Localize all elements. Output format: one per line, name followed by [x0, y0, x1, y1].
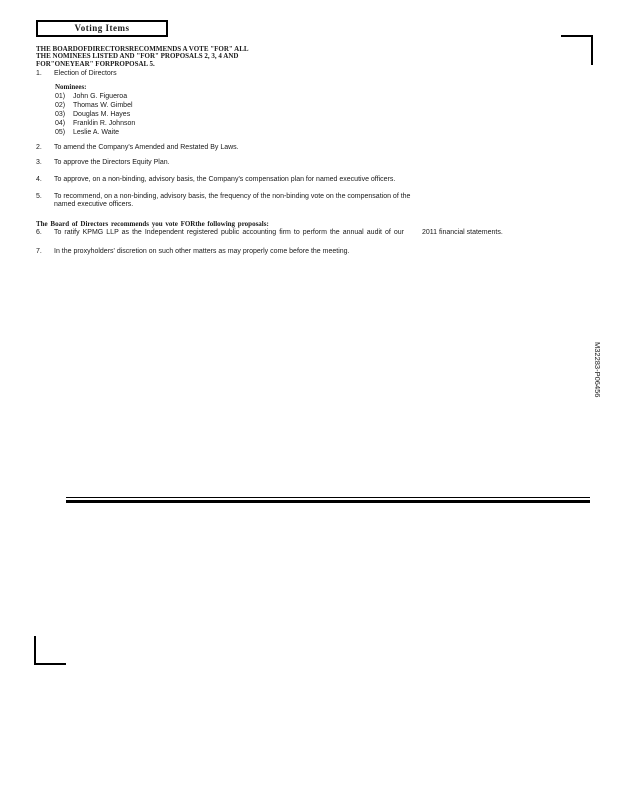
- proposal-text: Election of Directors: [54, 70, 117, 77]
- proposal-text: To recommend, on a non-binding, advisory basis, the frequency of the non-binding vote on the compensation of the named executive officers.: [54, 193, 411, 208]
- divider-thick: [66, 500, 590, 503]
- divider-thin: [66, 497, 590, 498]
- board-recommendation-line: THE BOARDOFDIRECTORSRECOMMENDS A VOTE "FOR" ALL: [36, 45, 249, 53]
- proposal-text: To approve, on a non-binding, advisory basis, the Company's compensation plan for named executive officers.: [54, 176, 396, 183]
- nominee-name: Franklin R. Johnson: [73, 120, 136, 127]
- board-recommendation-2: The Board of Directors recommends you vote FORthe following proposals:: [36, 220, 269, 228]
- nominee-number: 02): [55, 102, 66, 109]
- nominee-number: 04): [55, 120, 66, 127]
- nominee-name: Douglas M. Hayes: [73, 111, 131, 118]
- nominee-number: 05): [55, 129, 66, 136]
- nominees-label: Nominees:: [55, 83, 87, 91]
- proposal-text: To amend the Company's Amended and Restated By Laws.: [54, 144, 239, 151]
- board-recommendation-heading: [36, 46, 276, 68]
- nominee-name: Leslie A. Waite: [73, 129, 120, 136]
- nominee-number: 01): [55, 93, 66, 100]
- nominee-name: John G. Figueroa: [73, 93, 128, 100]
- crop-mark-top-right: [561, 35, 593, 65]
- board-recommendation-line: FOR"ONEYEAR" FORPROPOSAL 5.: [36, 59, 155, 68]
- proposal-number: 5.: [36, 193, 42, 200]
- proposal-text: To ratify KPMG LLP as the Independent registered public accounting firm to perform the annual audit of our: [54, 229, 404, 236]
- proposal-number: 7.: [36, 248, 42, 255]
- proposal-text-tail: 2011 financial statements.: [422, 229, 503, 236]
- nominee-name: Thomas W. Gimbel: [73, 102, 133, 109]
- proposal-number: 6.: [36, 229, 42, 236]
- proposal-number: 3.: [36, 159, 42, 166]
- proposal-number: 2.: [36, 144, 42, 151]
- voting-items-header: Voting Items: [36, 20, 168, 37]
- proposal-number: 4.: [36, 176, 42, 183]
- board-recommendation-line: THE NOMINEES LISTED AND "FOR" PROPOSALS 2, 3, 4 AND: [36, 52, 239, 61]
- crop-mark-bottom-left: [34, 636, 66, 665]
- document-code: M32283-P06456: [593, 342, 602, 398]
- nominee-number: 03): [55, 111, 66, 118]
- proposal-text: In the proxyholders' discretion on such other matters as may properly come before the meeting.: [54, 248, 350, 255]
- proposal-number: 1.: [36, 70, 42, 77]
- proposal-text: To approve the Directors Equity Plan.: [54, 159, 170, 166]
